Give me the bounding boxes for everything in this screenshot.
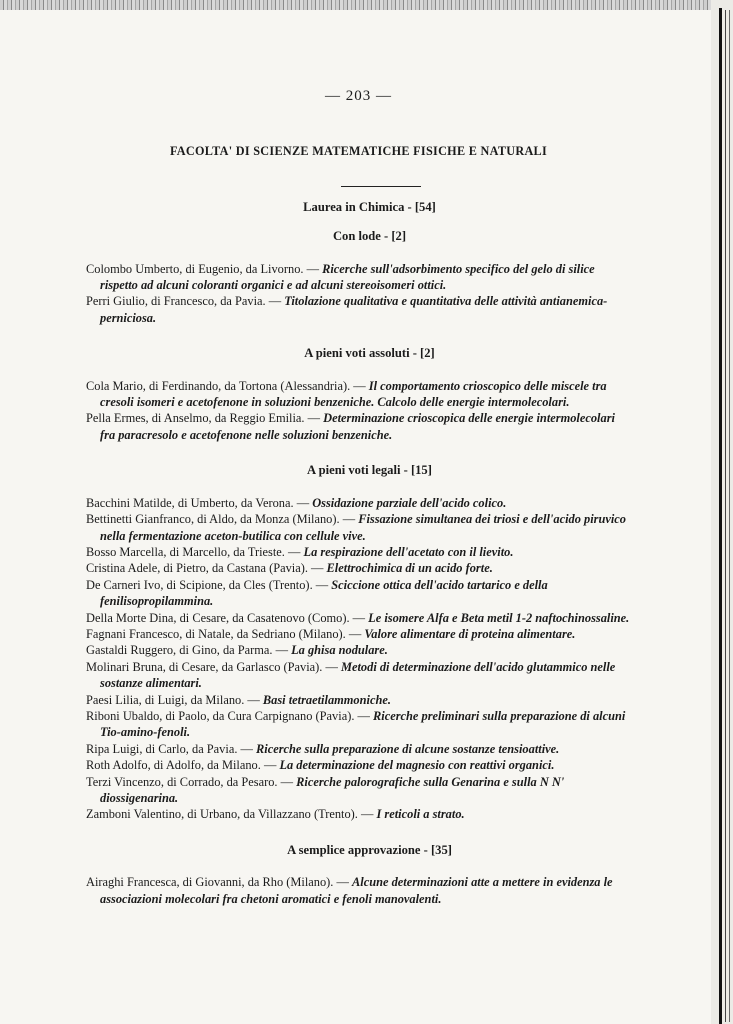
entry-author: Cristina Adele, di Pietro, da Castana (Pavia). — [86, 561, 327, 576]
entry-title: Alcune determinazioni atte a mettere in evidenza le associazioni molecolari fra chetoni aromatici e fenoli manovalenti. [100, 875, 613, 906]
list-item [86, 293, 631, 326]
degree-heading: Laurea in Chimica - [54] [303, 199, 436, 214]
entry-author: Colombo Umberto, di Eugenio, da Livorno. — [86, 261, 323, 276]
entry-author: Perri Giulio, di Francesco, da Pavia. — [86, 294, 285, 309]
entry-author: Bettinetti Gianfranco, di Aldo, da Monza (Milano). — [86, 512, 359, 527]
entry-title: I reticoli a strato. [376, 807, 465, 822]
entry-author: Bacchini Matilde, di Umberto, da Verona. — [86, 495, 313, 510]
entry-author: De Carneri Ivo, di Scipione, da Cles (Trento). — [86, 577, 332, 592]
list-item [86, 560, 631, 576]
entry-author: Ripa Luigi, di Carlo, da Pavia. — [86, 741, 257, 756]
entry-title: Titolazione qualitativa e quantitativa delle attività antianemica-perniciosa. [100, 294, 608, 325]
list-item [86, 410, 631, 443]
entry-title: Ricerche sulla preparazione di alcune sostanze tensioattive. [256, 741, 560, 756]
list-item [86, 378, 631, 411]
entry-title: Ricerche preliminari sulla preparazione di alcuni Tio-amino-fenoli. [100, 708, 626, 740]
list-item [86, 874, 631, 907]
title-divider [341, 186, 421, 187]
entry-title: La respirazione dell'acetato con il lievito. [303, 544, 514, 559]
list-item [86, 495, 631, 511]
entry-title: Basi tetraetilammoniche. [262, 692, 391, 707]
entry-title: Sciccione ottica dell'acido tartarico e della fenilisopropilammina. [100, 577, 548, 609]
entry-author: Cola Mario, di Ferdinando, da Tortona (Alessandria). — [86, 378, 369, 393]
entry-author: Terzi Vincenzo, di Corrado, da Pesaro. — [86, 774, 297, 789]
list-item [86, 757, 631, 773]
entry-title: Valore alimentare di proteina alimentare. [364, 626, 576, 641]
entry-title: Metodi di determinazione dell'acido glutammico nelle sostanze alimentari. [100, 659, 616, 691]
section-heading-pieni-voti-assoluti: A pieni voti assoluti - [2] [304, 346, 435, 361]
list-item [86, 708, 631, 741]
entry-title: Il comportamento crioscopico delle miscele tra cresoli isomeri e acetofenone in soluzioni benzeniche. Calcolo delle energie intermolecolari. [100, 378, 607, 410]
section-heading-con-lode: Con lode - [2] [332, 229, 407, 244]
entry-title: La determinazione del magnesio con reattivi organici. [279, 758, 555, 773]
entry-title: Le isomere Alfa e Beta metil 1-2 naftochinossaline. [368, 610, 630, 625]
entry-author: Pella Ermes, di Anselmo, da Reggio Emilia. — [86, 411, 324, 426]
section-heading-semplice-approvazione: A semplice approvazione - [35] [287, 842, 452, 857]
section-heading-pieni-voti-legali: A pieni voti legali - [15] [307, 463, 432, 478]
entry-author: Riboni Ubaldo, di Paolo, da Cura Carpignano (Pavia). — [86, 708, 374, 723]
book-binding-edge [711, 0, 733, 1024]
list-item [86, 741, 631, 757]
list-item [86, 544, 631, 560]
entry-title: Fissazione simultanea dei triosi e dell'acido piruvico nella fermentazione aceton-butilica con cellule vive. [100, 512, 626, 543]
entry-list-pieni-voti-assoluti [86, 378, 631, 444]
entry-list-con-lode [86, 261, 631, 327]
entry-author: Roth Adolfo, di Adolfo, da Milano. — [86, 758, 280, 773]
page-number: — 203 — [325, 88, 392, 104]
entry-list-semplice-approvazione [86, 874, 631, 907]
list-item [86, 692, 631, 708]
list-item [86, 511, 631, 544]
list-item [86, 806, 631, 822]
entry-title: Ricerche sull'adsorbimento specifico del gelo di silice rispetto ad alcuni coloranti organici e ad alcuni stereoisomeri ottici. [100, 261, 595, 293]
scan-top-edge [0, 0, 733, 10]
entry-author: Fagnani Francesco, di Natale, da Sedriano (Milano). — [86, 626, 365, 641]
entry-author: Molinari Bruna, di Cesare, da Garlasco (Pavia). — [86, 659, 341, 674]
list-item [86, 642, 631, 658]
entry-title: Ossidazione parziale dell'acido colico. [312, 495, 507, 510]
document-page [86, 88, 631, 907]
list-item [86, 577, 631, 610]
entry-title: La ghisa nodulare. [291, 643, 388, 658]
entry-author: Gastaldi Ruggero, di Gino, da Parma. — [86, 643, 292, 658]
entry-list-pieni-voti-legali [86, 495, 631, 823]
list-item [86, 626, 631, 642]
entry-author: Airaghi Francesca, di Giovanni, da Rho (Milano). — [86, 875, 352, 890]
list-item [86, 774, 631, 807]
list-item [86, 610, 631, 626]
entry-author: Della Morte Dina, di Cesare, da Casatenovo (Como). — [86, 610, 369, 625]
list-item [86, 261, 631, 294]
faculty-title: FACOLTA' DI SCIENZE MATEMATICHE FISICHE E NATURALI [169, 144, 548, 159]
entry-author: Bosso Marcella, di Marcello, da Trieste. — [86, 544, 304, 559]
entry-title: Ricerche palorografiche sulla Genarina e sulla N N' diossigenarina. [100, 774, 565, 805]
entry-title: Elettrochimica di un acido forte. [326, 561, 493, 576]
entry-author: Paesi Lilia, di Luigi, da Milano. — [86, 692, 263, 707]
entry-title: Determinazione crioscopica delle energie intermolecolari fra paracresolo e acetofenone nelle soluzioni benzeniche. [100, 411, 615, 442]
entry-author: Zamboni Valentino, di Urbano, da Villazzano (Trento). — [86, 807, 377, 822]
list-item [86, 659, 631, 692]
